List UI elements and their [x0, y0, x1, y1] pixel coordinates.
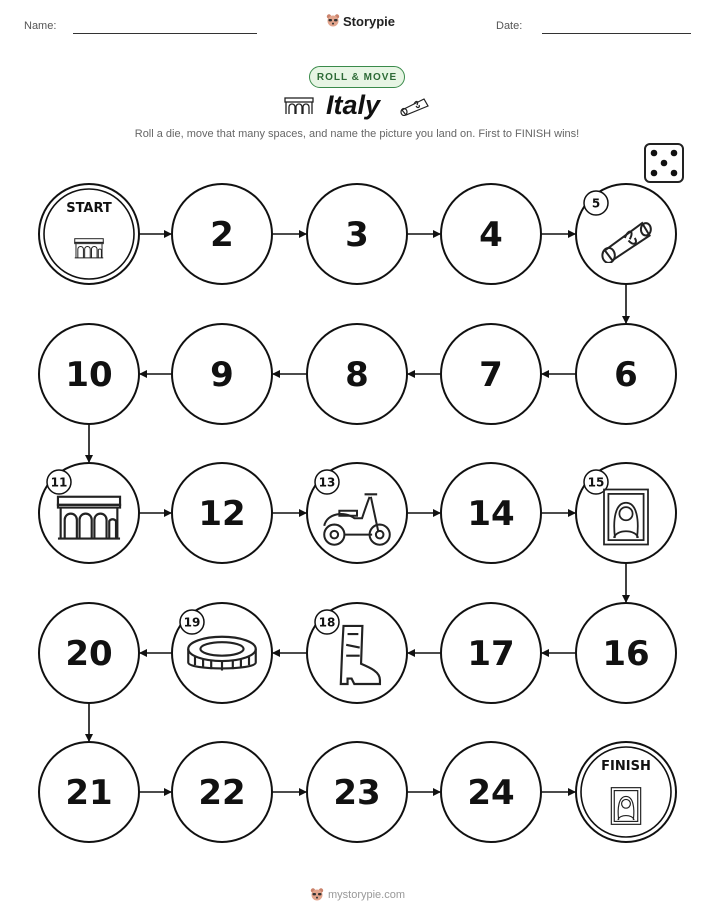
space-number: 13 — [318, 475, 336, 490]
space-number: 19 — [183, 615, 201, 630]
space-11[interactable] — [39, 463, 139, 563]
date-label: Date: — [496, 20, 523, 32]
space-number: 20 — [65, 634, 113, 674]
footer-site: mystorypie.com — [328, 889, 406, 901]
space-number: 7 — [479, 355, 503, 395]
name-label: Name: — [24, 20, 57, 32]
space-number: 5 — [591, 196, 601, 211]
game-type-badge: ROLL & MOVE — [309, 66, 405, 88]
space-label: START — [66, 201, 112, 216]
space-10[interactable] — [39, 324, 139, 424]
space-number: 12 — [198, 494, 246, 534]
space-number: 6 — [614, 355, 638, 395]
footer — [310, 887, 405, 903]
space-finish[interactable] — [576, 742, 676, 842]
space-number: 14 — [467, 494, 515, 534]
space-2[interactable] — [172, 184, 272, 284]
space-6[interactable] — [576, 324, 676, 424]
space-5[interactable] — [576, 184, 676, 284]
space-19[interactable] — [172, 603, 272, 703]
space-number: 3 — [345, 215, 369, 255]
space-17[interactable] — [441, 603, 541, 703]
space-number: 18 — [318, 615, 336, 630]
instructions: Roll a die, move that many spaces, and name the picture you land on. First to FINISH wins! — [134, 128, 580, 140]
space-8[interactable] — [307, 324, 407, 424]
space-number: 24 — [467, 773, 515, 813]
space-number: 15 — [587, 475, 605, 490]
space-number: 21 — [65, 773, 113, 813]
space-number: 4 — [479, 215, 503, 255]
space-12[interactable] — [172, 463, 272, 563]
space-number: 9 — [210, 355, 234, 395]
space-3[interactable] — [307, 184, 407, 284]
space-14[interactable] — [441, 463, 541, 563]
space-number: 10 — [65, 355, 113, 395]
space-number: 22 — [198, 773, 246, 813]
space-23[interactable] — [307, 742, 407, 842]
space-9[interactable] — [172, 324, 272, 424]
space-number: 8 — [345, 355, 369, 395]
space-16[interactable] — [576, 603, 676, 703]
space-21[interactable] — [39, 742, 139, 842]
space-start[interactable] — [39, 184, 139, 284]
space-13[interactable] — [307, 463, 407, 563]
page-title: Italy — [326, 90, 381, 120]
space-22[interactable] — [172, 742, 272, 842]
space-circle — [39, 184, 139, 284]
space-number: 17 — [467, 634, 515, 674]
space-20[interactable] — [39, 603, 139, 703]
space-4[interactable] — [441, 184, 541, 284]
space-number: 11 — [50, 475, 68, 490]
space-label: FINISH — [601, 759, 651, 774]
space-circle — [576, 742, 676, 842]
space-number: 2 — [210, 215, 234, 255]
brand-name: Storypie — [343, 13, 396, 29]
space-15[interactable] — [576, 463, 676, 563]
bear-icon — [310, 887, 324, 903]
space-18[interactable] — [307, 603, 407, 703]
space-number: 23 — [333, 773, 381, 813]
space-7[interactable] — [441, 324, 541, 424]
space-number: 16 — [602, 634, 650, 674]
space-24[interactable] — [441, 742, 541, 842]
